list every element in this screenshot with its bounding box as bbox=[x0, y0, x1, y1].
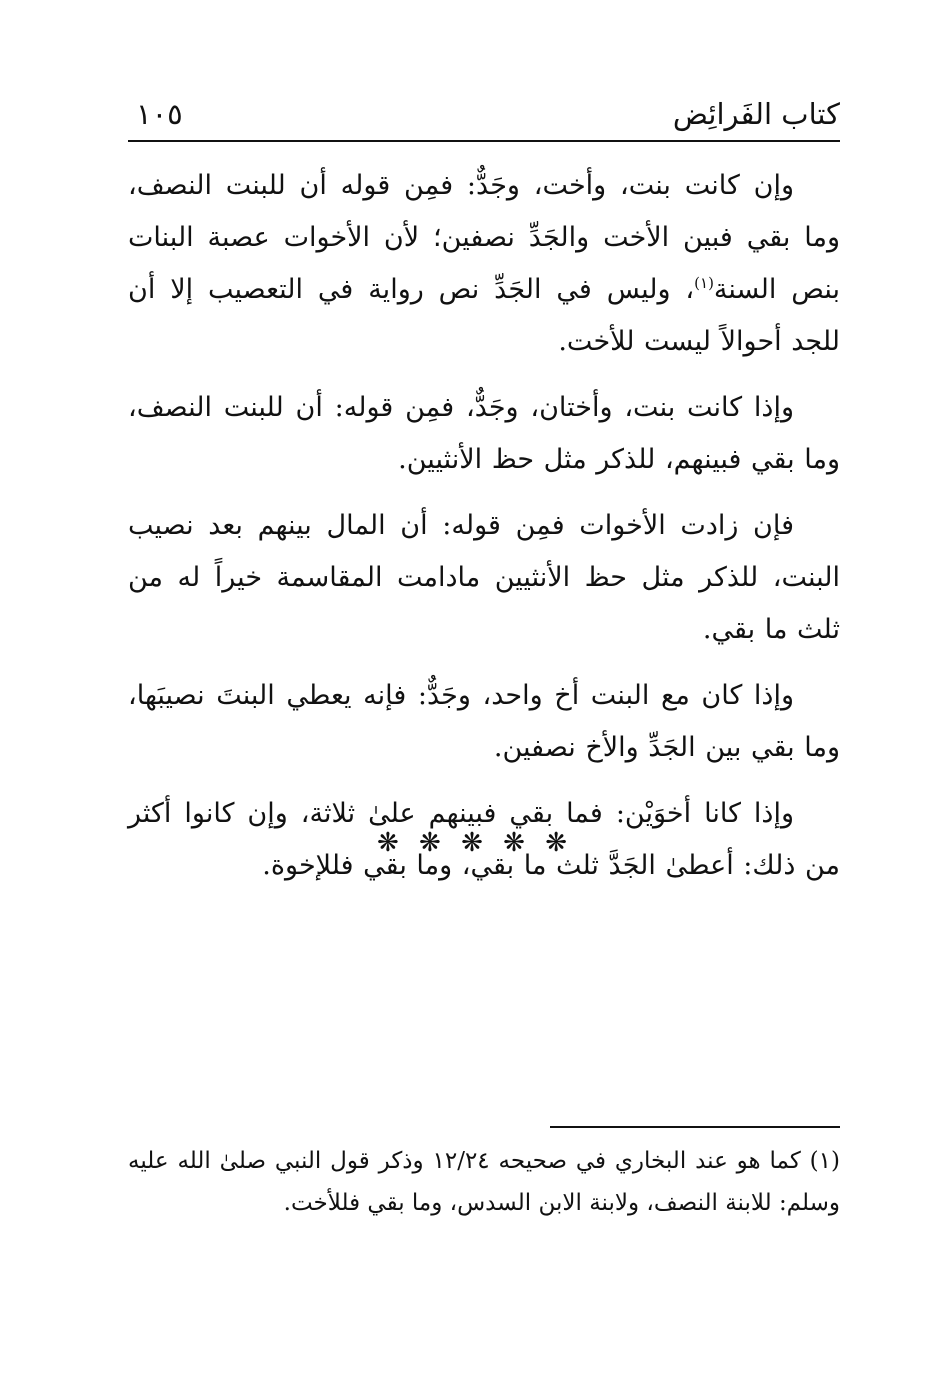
footnotes bbox=[128, 1140, 840, 1224]
paragraph: وإذا كانا أخوَيْن: فما بقي فبينهم علىٰ ثلاثة، وإن كانوا أكثر من ذلك: أعطىٰ الجَدَّ ثلث ما بقي، وما بقي فللإخوة. bbox=[128, 798, 840, 881]
paragraph-text: ، وليس في الجَدِّ نص رواية في التعصيب إلا أن للجد أحوالاً ليست للأخت. bbox=[128, 274, 840, 357]
paragraph: وإذا كان مع البنت أخ واحد، وجَدٌّ: فإنه يعطي البنتَ نصيبَها، وما بقي بين الجَدِّ والأخ نصفين. bbox=[128, 680, 840, 763]
paragraph: وإذا كانت بنت، وأختان، وجَدٌّ، فمِن قوله: أن للبنت النصف، وما بقي فبينهم، للذكر مثل حظ الأنثيين. bbox=[128, 392, 840, 475]
paragraph: فإن زادت الأخوات فمِن قوله: أن المال بينهم بعد نصيب البنت، للذكر مثل حظ الأنثيين مادامت المقاسمة خيراً له من ثلث ما بقي. bbox=[128, 510, 840, 645]
footnote-divider bbox=[550, 1126, 840, 1128]
page-header bbox=[128, 92, 840, 142]
main-text bbox=[128, 160, 840, 906]
footnote: (١) كما هو عند البخاري في صحيحه ١٢/٢٤ وذكر قول النبي صلىٰ الله عليه وسلم: للابنة النصف، ولابنة الابن السدس، وما بقي فللأخت. bbox=[128, 1148, 840, 1216]
page-number: ١٠٥ bbox=[136, 97, 183, 131]
paragraph bbox=[128, 160, 840, 368]
footnote-reference: (١) bbox=[694, 274, 714, 292]
section-separator: ❋ ❋ ❋ ❋ ❋ bbox=[377, 828, 573, 858]
paragraph-text: وإن كانت بنت، وأخت، وجَدٌّ: فمِن قوله أن للبنت النصف، وما بقي فبين الأخت والجَدِّ نصفين؛ لأن الأخوات عصبة البنات بنص السنة bbox=[128, 170, 840, 305]
running-title: كتاب الفَرائِض bbox=[672, 97, 840, 131]
